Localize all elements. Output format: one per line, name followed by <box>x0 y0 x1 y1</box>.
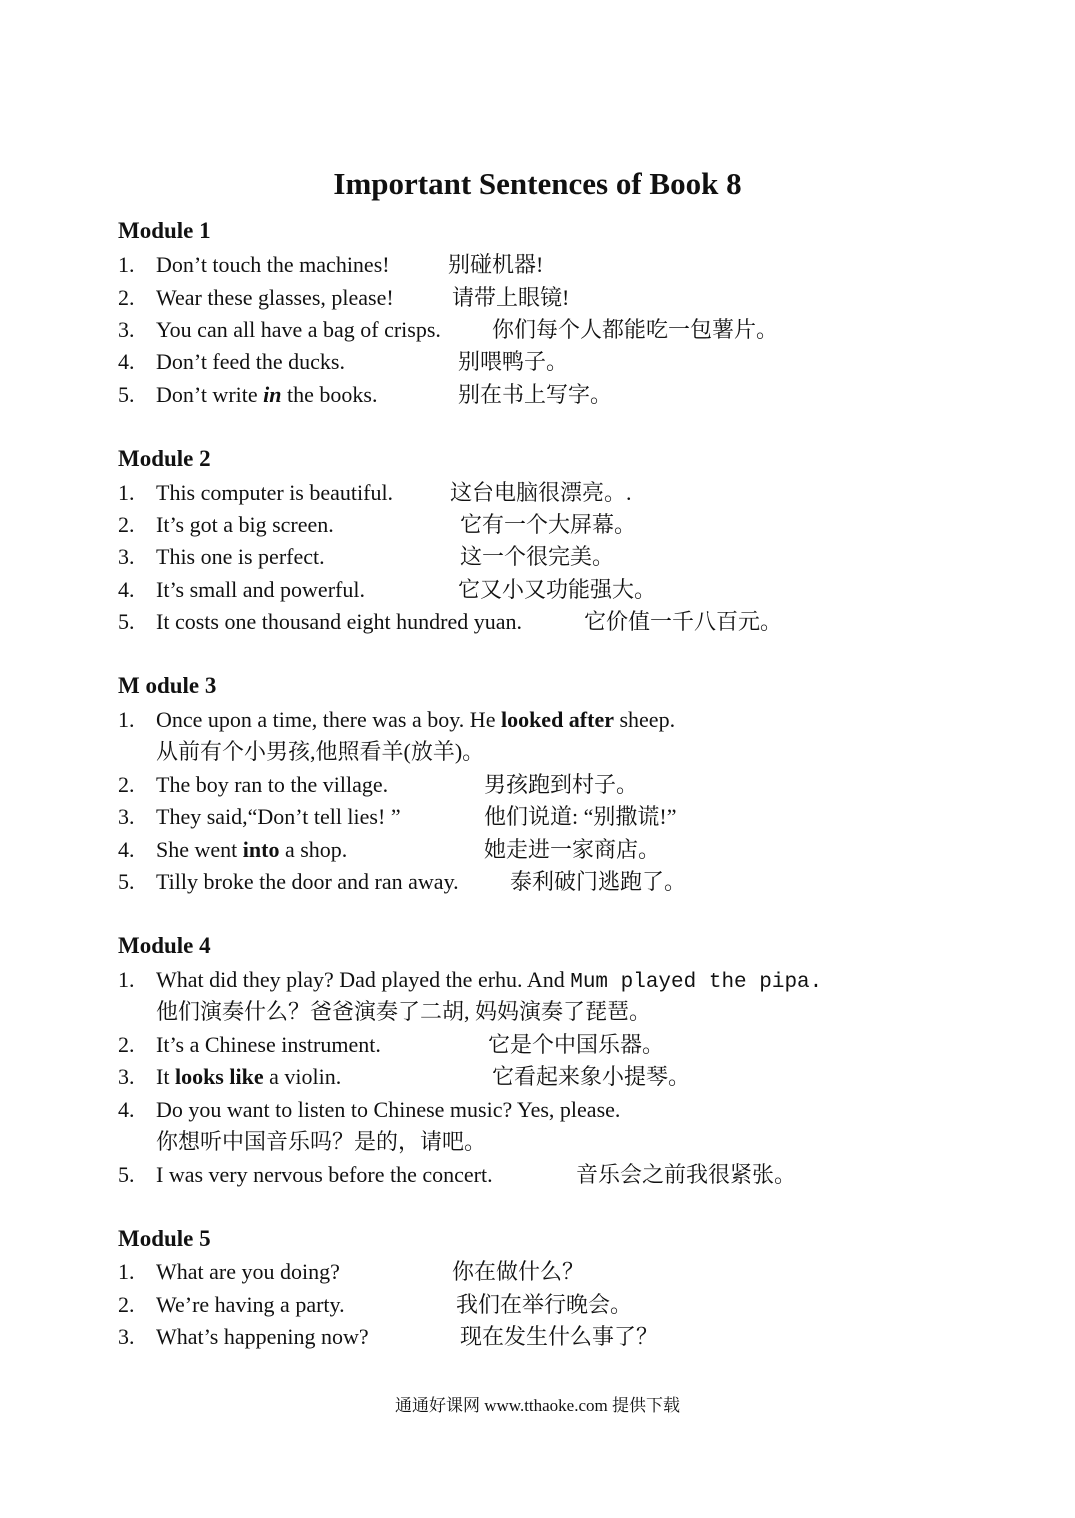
text-part: a shop. <box>279 837 348 862</box>
chinese-translation: 她走进一家商店。 <box>484 837 661 862</box>
english-sentence: It’s got a big screen. <box>156 512 334 537</box>
english-sentence: You can all have a bag of crisps. <box>156 317 441 342</box>
chinese-translation: 泰利破门逃跑了。 <box>510 869 687 894</box>
item-number: 4. <box>118 349 135 374</box>
chinese-translation: 别喂鸭子。 <box>458 349 569 374</box>
text-part: What did they play? Dad played the erhu. And <box>156 967 571 992</box>
emphasis-text: looked after <box>500 707 614 732</box>
item-number: 5. <box>118 609 135 634</box>
text-part: the books. <box>281 382 378 407</box>
english-sentence: Do you want to listen to Chinese music? Yes, please. <box>156 1097 621 1122</box>
item-number: 3. <box>118 1064 135 1089</box>
english-sentence <box>156 1063 341 1091</box>
chinese-translation: 我们在举行晚会。 <box>456 1292 633 1317</box>
english-sentence: It’s a Chinese instrument. <box>156 1032 381 1057</box>
item-number: 2. <box>118 772 135 797</box>
item-number: 2. <box>118 1292 135 1317</box>
page-footer: 通通好课网 www.tthaoke.com 提供下载 <box>394 1396 681 1415</box>
item-number: 4. <box>118 1097 135 1122</box>
item-number: 2. <box>118 512 135 537</box>
item-number: 3. <box>118 1324 135 1349</box>
module-1-heading: Module 1 <box>118 218 211 243</box>
english-sentence: The boy ran to the village. <box>156 772 389 797</box>
english-sentence: Don’t feed the ducks. <box>156 349 345 374</box>
item-number: 1. <box>118 480 135 505</box>
text-part: Once upon a time, there was a boy. He <box>156 707 501 732</box>
module-2-heading: Module 2 <box>118 446 211 471</box>
item-number: 3. <box>118 544 135 569</box>
english-sentence <box>156 381 377 409</box>
item-number: 1. <box>118 252 135 277</box>
chinese-translation: 他们说道: “别撒谎!” <box>484 804 677 829</box>
chinese-translation: 它价值一千八百元。 <box>584 609 783 634</box>
m3-sentence-1-translation: 从前有个小男孩,他照看羊(放羊)。 <box>156 739 485 764</box>
chinese-translation: 音乐会之前我很紧张。 <box>576 1162 797 1187</box>
emphasis-text: in <box>263 382 282 407</box>
english-sentence: It’s small and powerful. <box>156 577 365 602</box>
m4-sentence-1-translation: 他们演奏什么？爸爸演奏了二胡, 妈妈演奏了琵琶。 <box>156 999 652 1024</box>
page-title: Important Sentences of Book 8 <box>333 166 742 201</box>
item-number: 4. <box>118 577 135 602</box>
text-part: Mum played the pipa. <box>570 971 823 994</box>
emphasis-text: into <box>242 837 280 862</box>
chinese-translation: 它有一个大屏幕。 <box>460 512 637 537</box>
item-number: 1. <box>118 1259 135 1284</box>
english-sentence: Tilly broke the door and ran away. <box>156 869 459 894</box>
module-5-heading: Module 5 <box>118 1226 211 1251</box>
chinese-translation: 这一个很完美。 <box>460 544 615 569</box>
item-number: 3. <box>118 804 135 829</box>
english-sentence: I was very nervous before the concert. <box>156 1162 493 1187</box>
text-part: She went <box>156 837 243 862</box>
chinese-translation: 这台电脑很漂亮。. <box>450 480 632 505</box>
chinese-translation: 男孩跑到村子。 <box>484 772 639 797</box>
chinese-translation: 别碰机器! <box>448 252 544 277</box>
item-number: 1. <box>118 707 135 732</box>
english-sentence <box>156 836 347 864</box>
chinese-translation: 它又小又功能强大。 <box>458 577 657 602</box>
chinese-translation: 它是个中国乐器。 <box>488 1032 665 1057</box>
item-number: 2. <box>118 285 135 310</box>
chinese-translation: 请带上眼镜! <box>452 285 570 310</box>
item-number: 2. <box>118 1032 135 1057</box>
item-number: 5. <box>118 869 135 894</box>
text-part: sheep. <box>613 707 676 732</box>
item-number: 5. <box>118 1162 135 1187</box>
item-number: 1. <box>118 967 135 992</box>
item-number: 4. <box>118 837 135 862</box>
chinese-translation: 你们每个人都能吃一包薯片。 <box>492 317 779 342</box>
english-sentence: Wear these glasses, please! <box>156 285 394 310</box>
english-sentence: Don’t touch the machines! <box>156 252 390 277</box>
chinese-translation: 现在发生什么事了？ <box>460 1324 659 1349</box>
text-part: It <box>156 1064 175 1089</box>
english-sentence: We’re having a party. <box>156 1292 345 1317</box>
english-sentence <box>156 706 675 734</box>
english-sentence: What’s happening now? <box>156 1324 369 1349</box>
m4-sentence-4-translation: 你想听中国音乐吗？是的，请吧。 <box>156 1129 487 1154</box>
item-number: 5. <box>118 382 135 407</box>
emphasis-text: looks like <box>174 1064 264 1089</box>
english-sentence: This computer is beautiful. <box>156 480 394 505</box>
chinese-translation: 它看起来象小提琴。 <box>492 1064 691 1089</box>
chinese-translation: 你在做什么？ <box>452 1259 585 1284</box>
text-part: a violin. <box>263 1064 342 1089</box>
module-3-heading: M odule 3 <box>118 673 217 698</box>
text-part: Don’t write <box>156 382 264 407</box>
english-sentence <box>156 966 822 997</box>
module-4-heading: Module 4 <box>118 933 211 958</box>
english-sentence: They said,“Don’t tell lies! ” <box>156 804 401 829</box>
item-number: 3. <box>118 317 135 342</box>
chinese-translation: 别在书上写字。 <box>458 382 613 407</box>
english-sentence: This one is perfect. <box>156 544 325 569</box>
english-sentence: It costs one thousand eight hundred yuan. <box>156 609 522 634</box>
english-sentence: What are you doing? <box>156 1259 340 1284</box>
